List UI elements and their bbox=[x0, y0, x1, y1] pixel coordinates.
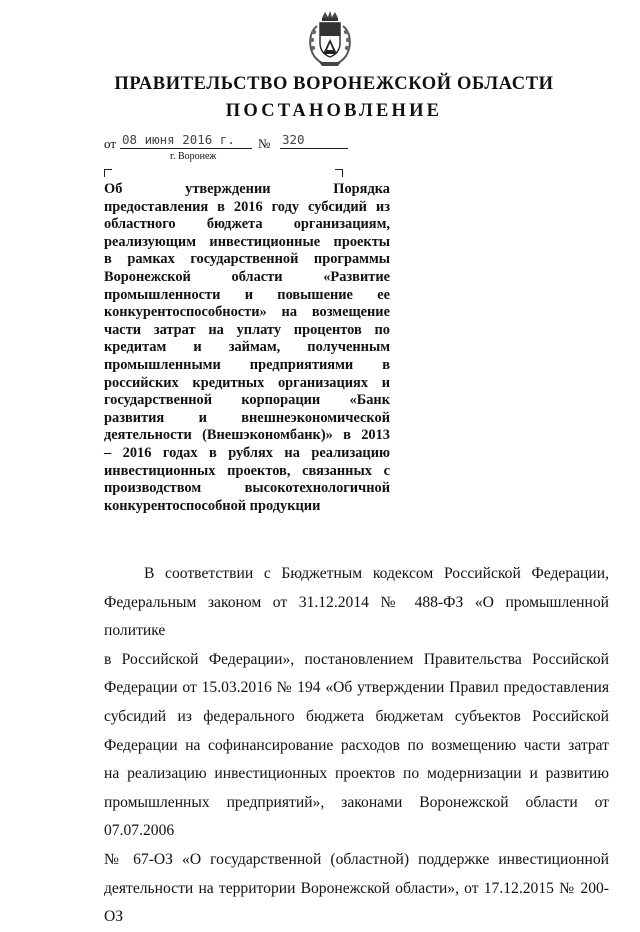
subject-line: областного бюджета организациям, bbox=[104, 216, 390, 233]
date-prefix: от bbox=[104, 136, 117, 151]
number-prefix: № bbox=[258, 136, 271, 151]
government-title: ПРАВИТЕЛЬСТВО ВОРОНЕЖСКОЙ ОБЛАСТИ bbox=[114, 74, 554, 94]
subject-line: деятельности (Внешэкономбанк)» в 2013 bbox=[104, 427, 390, 444]
subject-line: конкурентоспособной продукции bbox=[104, 497, 321, 514]
bracket-corner-right bbox=[335, 169, 343, 177]
city-label: г. Воронеж bbox=[170, 151, 217, 162]
body-line: субсидий из федерального бюджета бюджетам субъектов Российской bbox=[104, 707, 609, 725]
subject-line: Об утверждении Порядка bbox=[104, 181, 390, 197]
body-line: на реализацию инвестиционных проектов по модернизации и развитию bbox=[104, 765, 609, 783]
body-line: деятельности на территории Воронежской области», от 17.12.2015 № 200-ОЗ bbox=[104, 879, 609, 926]
subject-line: в рамках государственной программы bbox=[104, 251, 390, 268]
subject-line: развития и внешнеэкономической bbox=[104, 409, 390, 426]
subject-line: кредитам и займам, полученным bbox=[104, 339, 390, 356]
subject-line: инвестиционных проектов, связанных с bbox=[104, 462, 390, 479]
body-line: № 67-ОЗ «О государственной (областной) поддержке инвестиционной bbox=[104, 850, 609, 868]
coat-of-arms-icon bbox=[305, 10, 355, 68]
subject-line: – 2016 годах в рублях на реализацию bbox=[104, 444, 390, 461]
subject-heading bbox=[104, 181, 390, 515]
subject-line: промышленности и повышение ее bbox=[104, 286, 390, 303]
body-line: в Российской Федерации», постановлением Правительства Российской bbox=[104, 650, 609, 668]
subject-line: реализующим инвестиционные проекты bbox=[104, 233, 390, 250]
subject-line: российских кредитных организациях и bbox=[104, 374, 390, 391]
body-line: Федерации от 15.03.2016 № 194 «Об утверждении Правил предоставления bbox=[104, 679, 609, 697]
subject-line: государственной корпорации «Банк bbox=[104, 392, 390, 409]
subject-line: производством высокотехнологичной bbox=[104, 480, 390, 497]
body-line: В соответствии с Бюджетным кодексом Российской Федерации, bbox=[144, 565, 609, 582]
number-field: 320 bbox=[280, 132, 348, 149]
bracket-corner-left bbox=[104, 169, 112, 177]
subject-line: конкурентоспособности» на возмещение bbox=[104, 304, 390, 321]
subject-line: Воронежской области «Развитие bbox=[104, 268, 390, 285]
body-line: Федерации на софинансирование расходов по возмещению части затрат bbox=[104, 736, 609, 754]
date-field: 08 июня 2016 г. bbox=[120, 132, 252, 149]
subject-line: промышленными предприятиями в bbox=[104, 356, 390, 373]
body-line: промышленных предприятий», законами Воронежской области от 07.07.2006 bbox=[104, 793, 609, 840]
body-paragraph bbox=[104, 560, 609, 932]
subject-line: части затрат на уплату процентов по bbox=[104, 321, 390, 338]
subject-line: предоставления в 2016 году субсидий из bbox=[104, 198, 390, 215]
document-type: ПОСТАНОВЛЕНИЕ bbox=[225, 101, 443, 121]
body-line: Федеральным законом от 31.12.2014 № 488-ФЗ «О промышленной политике bbox=[104, 593, 609, 640]
